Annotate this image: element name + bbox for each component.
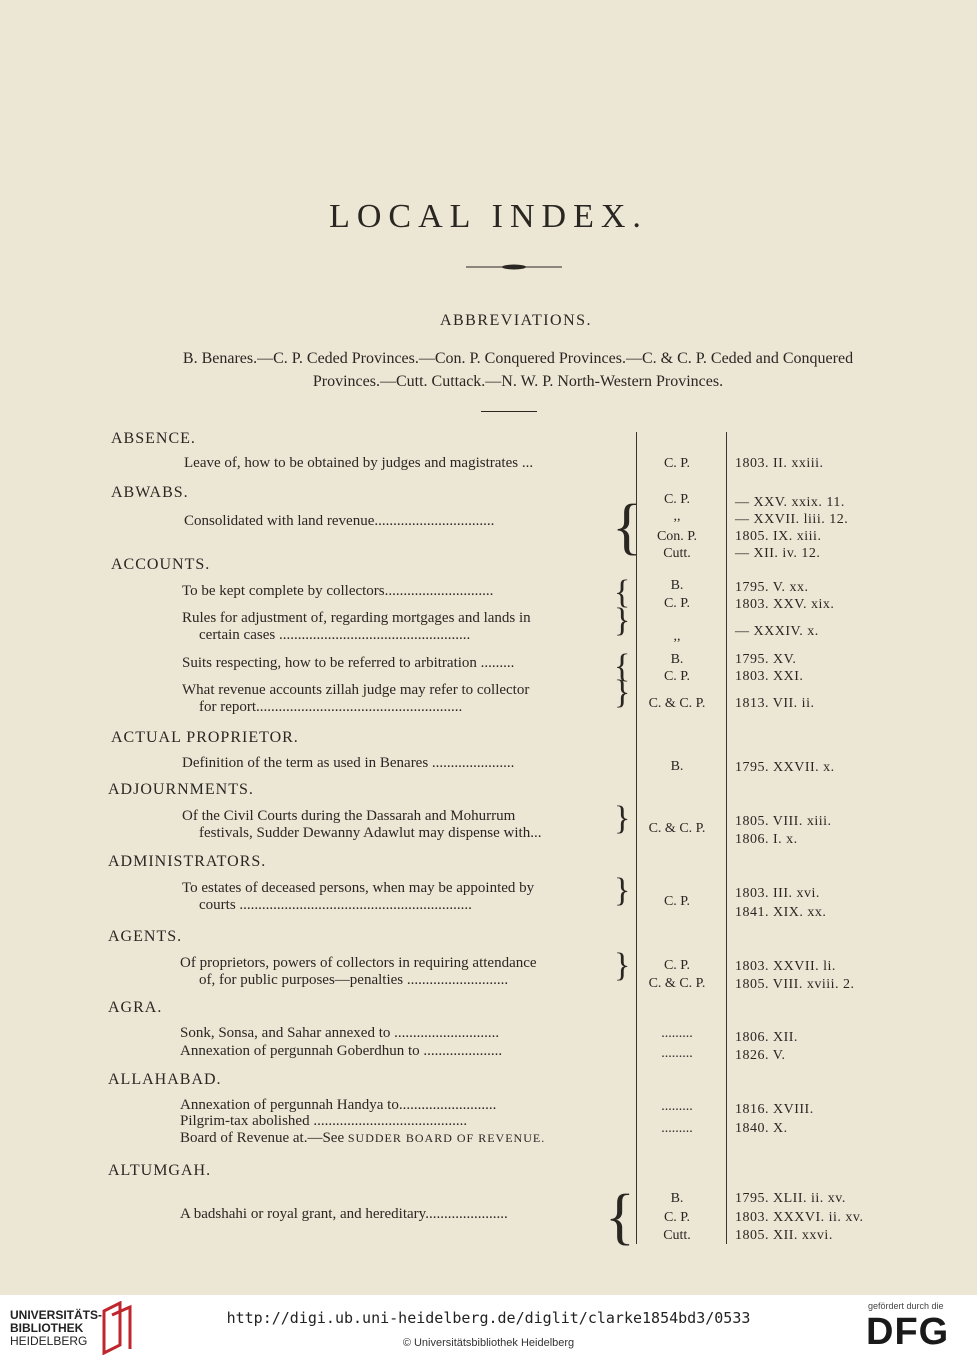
province-ref: ,, xyxy=(673,509,681,524)
brace: } xyxy=(614,602,631,639)
viewer-footer xyxy=(0,1295,977,1363)
regulation-ref: 1841. XIX. xx. xyxy=(735,905,827,920)
index-entry: A badshahi or royal grant, and hereditary...................... xyxy=(180,1206,508,1222)
brace: { xyxy=(605,1183,635,1251)
province-ref: ,, xyxy=(673,629,681,644)
regulation-ref: 1803. XXXVI. ii. xv. xyxy=(735,1210,864,1225)
province-ref: ......... xyxy=(661,1046,693,1061)
regulation-ref: 1795. XLII. ii. xv. xyxy=(735,1191,846,1206)
index-entry: To be kept complete by collectors............................. xyxy=(182,583,494,599)
regulation-ref: 1795. V. xx. xyxy=(735,580,809,595)
section-heading: ABSENCE. xyxy=(111,430,196,447)
province-ref: C. P. xyxy=(663,492,691,507)
province-ref: Cutt. xyxy=(663,546,691,561)
regulation-ref: 1840. X. xyxy=(735,1121,788,1136)
separator-rule xyxy=(481,411,537,412)
regulation-ref: 1806. I. x. xyxy=(735,832,798,847)
index-entry: Pilgrim-tax abolished ......................................... xyxy=(180,1113,468,1129)
brace: } xyxy=(614,947,631,984)
regulation-ref: 1813. VII. ii. xyxy=(735,696,815,711)
regulation-ref: 1795. XV. xyxy=(735,652,797,667)
brace: } xyxy=(614,674,631,711)
index-entry-continued: courts .............................................................. xyxy=(199,897,472,913)
province-ref: B. xyxy=(670,578,684,593)
regulation-ref: — XXVII. liii. 12. xyxy=(735,512,849,527)
index-entry: Of the Civil Courts during the Dassarah and Mohurrum xyxy=(182,808,516,824)
index-entry: Definition of the term as used in Benares ...................... xyxy=(182,755,515,771)
province-ref: C. & C. P. xyxy=(648,976,706,991)
regulation-ref: — XXXIV. x. xyxy=(735,624,819,639)
regulation-ref: 1803. II. xxiii. xyxy=(735,456,824,471)
province-ref: B. xyxy=(670,1191,684,1206)
province-ref: C. P. xyxy=(663,456,691,471)
section-heading: ACTUAL PROPRIETOR. xyxy=(111,729,299,746)
brace: { xyxy=(614,648,631,685)
regulation-ref: 1826. V. xyxy=(735,1048,786,1063)
province-ref: ......... xyxy=(661,1026,693,1041)
abbreviations-line-2: Provinces.—Cutt. Cuttack.—N. W. P. North-Western Provinces. xyxy=(312,373,724,390)
index-entry-continued: of, for public purposes—penalties ........................... xyxy=(199,972,509,988)
page-title: LOCAL INDEX. xyxy=(329,198,648,235)
index-entry: Consolidated with land revenue................................ xyxy=(184,513,495,529)
permalink-url[interactable]: http://digi.ub.uni-heidelberg.de/diglit/clarke1854bd3/0533 xyxy=(226,1309,751,1327)
index-entry-continued: festivals, Sudder Dewanny Adawlut may dispense with... xyxy=(199,825,542,841)
library-line-1: UNIVERSITÄTS- xyxy=(10,1308,103,1322)
regulation-ref: — XII. iv. 12. xyxy=(735,546,821,561)
index-entry: Sonk, Sonsa, and Sahar annexed to ............................ xyxy=(180,1025,500,1041)
funding-note: gefördert durch die xyxy=(868,1301,944,1311)
regulation-ref: 1803. XXV. xix. xyxy=(735,597,835,612)
regulation-ref: 1805. IX. xiii. xyxy=(735,529,822,544)
copyright-notice: © Universitätsbibliothek Heidelberg xyxy=(402,1337,575,1349)
section-heading: ACCOUNTS. xyxy=(111,556,211,573)
index-entry: Suits respecting, how to be referred to arbitration ......... xyxy=(182,655,515,671)
cross-reference-text: Board of Revenue at.—See xyxy=(180,1130,348,1146)
section-heading: ADJOURNMENTS. xyxy=(108,781,254,798)
index-entry: Leave of, how to be obtained by judges and magistrates ... xyxy=(184,455,534,471)
province-ref: C. & C. P. xyxy=(648,696,706,711)
brace: } xyxy=(614,872,631,909)
regulation-ref: 1803. III. xvi. xyxy=(735,886,820,901)
library-line-2: BIBLIOTHEK xyxy=(10,1321,84,1335)
column-rule-right xyxy=(726,432,727,1244)
dfg-logo[interactable]: DFG xyxy=(866,1311,950,1353)
section-heading: AGENTS. xyxy=(108,928,183,945)
section-heading: ADMINISTRATORS. xyxy=(108,853,267,870)
title-ornament xyxy=(466,262,562,272)
index-entry-continued: for report....................................................... xyxy=(199,699,463,715)
regulation-ref: 1806. XII. xyxy=(735,1030,798,1045)
index-entry: What revenue accounts zillah judge may refer to collector xyxy=(182,682,530,698)
index-entry: Annexation of pergunnah Handya to.......................... xyxy=(180,1097,497,1113)
section-heading: ABWABS. xyxy=(111,484,189,501)
regulation-ref: — XXV. xxix. 11. xyxy=(735,495,845,510)
province-ref: B. xyxy=(670,652,684,667)
index-entry-continued: certain cases ................................................... xyxy=(199,627,471,643)
province-ref: C. & C. P. xyxy=(648,821,706,836)
index-entry: Rules for adjustment of, regarding mortgages and lands in xyxy=(182,610,531,626)
regulation-ref: 1805. VIII. xviii. 2. xyxy=(735,977,855,992)
regulation-ref: 1803. XXVII. li. xyxy=(735,959,836,974)
province-ref: B. xyxy=(670,759,684,774)
index-entry: Of proprietors, powers of collectors in requiring attendance xyxy=(180,955,537,971)
cross-reference-target: SUDDER BOARD OF REVENUE. xyxy=(347,1131,546,1145)
brace: } xyxy=(614,800,631,837)
section-heading: ALTUMGAH. xyxy=(108,1162,212,1179)
province-ref: C. P. xyxy=(663,1210,691,1225)
regulation-ref: 1803. XXI. xyxy=(735,669,804,684)
province-ref: Con. P. xyxy=(656,529,698,544)
abbreviations-heading: ABBREVIATIONS. xyxy=(439,312,593,329)
abbreviations-text xyxy=(118,347,918,393)
regulation-ref: 1795. XXVII. x. xyxy=(735,760,835,775)
brace: { xyxy=(614,574,631,611)
index-entry: Annexation of pergunnah Goberdhun to ..................... xyxy=(180,1043,503,1059)
province-ref: Cutt. xyxy=(663,1228,691,1243)
province-ref: ......... xyxy=(661,1121,693,1136)
province-ref: C. P. xyxy=(663,894,691,909)
regulation-ref: 1816. XVIII. xyxy=(735,1102,814,1117)
province-ref: C. P. xyxy=(663,669,691,684)
province-ref: C. P. xyxy=(663,958,691,973)
section-heading: AGRA. xyxy=(108,999,163,1016)
regulation-ref: 1805. VIII. xiii. xyxy=(735,814,832,829)
province-ref: C. P. xyxy=(663,596,691,611)
brace: { xyxy=(612,493,642,561)
abbreviations-line-1: B. Benares.—C. P. Ceded Provinces.—Con. P. Conquered Provinces.—C. & C. P. Ceded and Conquered xyxy=(182,350,854,367)
cross-reference xyxy=(180,1130,545,1147)
section-heading: ALLAHABAD. xyxy=(108,1071,222,1088)
library-line-3: HEIDELBERG xyxy=(10,1334,88,1348)
regulation-ref: 1805. XII. xxvi. xyxy=(735,1228,833,1243)
province-ref: ......... xyxy=(661,1099,693,1114)
index-entry: To estates of deceased persons, when may be appointed by xyxy=(182,880,535,896)
